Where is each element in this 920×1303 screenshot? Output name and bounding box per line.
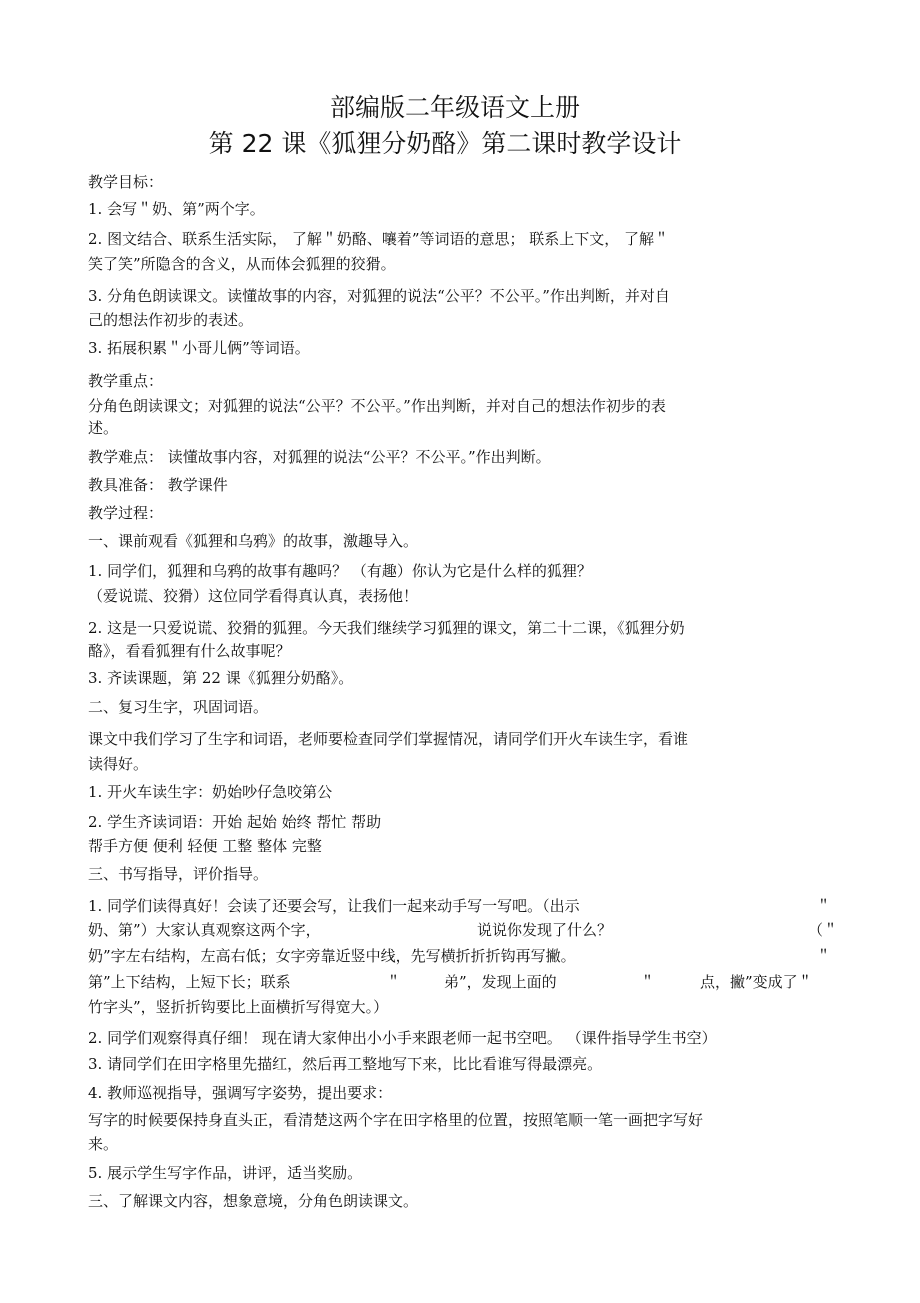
step-3-4: 4. 教师巡视指导，强调写字姿势，提出要求：: [88, 1084, 393, 1102]
section-3-heading: 三、书写指导，评价指导。: [88, 865, 269, 883]
objective-1: 1. 会写＂奶、第”两个字。: [88, 200, 265, 218]
materials: 教具准备： 教学课件: [88, 476, 228, 494]
section-2-heading: 二、复习生字，巩固词语。: [88, 698, 269, 716]
section-2-intro-cont: 读得好。: [88, 755, 149, 773]
key-points-text: 分角色朗读课文；对狐狸的说法“公平？不公平。”作出判断，并对自己的想法作初步的表: [88, 397, 666, 415]
objective-3: 3. 分角色朗读课文。读懂故事的内容，对狐狸的说法“公平？不公平。”作出判断，并对自: [88, 287, 670, 305]
step-1-3: 3. 齐读课题，第 22 课《狐狸分奶酪》。: [88, 669, 354, 687]
step-2-2-cont: 帮手方便 便利 轻便 工整 整体 完整: [88, 837, 322, 855]
objective-2-cont: 笑了笑”所隐含的含义，从而体会狐狸的狡猾。: [88, 255, 396, 273]
step-2-1: 1. 开火车读生字：奶始吵仔急咬第公: [88, 783, 333, 801]
section-4-heading: 三、了解课文内容，想象意境，分角色朗读课文。: [88, 1192, 419, 1210]
quote-mark: ＂: [816, 897, 832, 915]
step-3-5: 5. 展示学生写字作品，讲评，适当奖励。: [88, 1164, 363, 1182]
step-3-4-cont: 写字的时候要保持身直头正，看清楚这两个字在田字格里的位置，按照笔顺一笔一画把字写好: [88, 1111, 704, 1129]
step-3-1-text-d: 第”上下结构，上短下长；联系: [88, 973, 291, 991]
step-3-4-cont2: 来。: [88, 1135, 119, 1153]
step-3-1-text-c: 奶”字左右结构，左高右低；女字旁靠近竖中线，先写横折折折钩再写撇。: [88, 947, 576, 965]
difficulties: 教学难点： 读懂故事内容，对狐狸的说法“公平？不公平。”作出判断。: [88, 448, 551, 466]
heading-objectives: 教学目标：: [88, 173, 164, 191]
step-3-1-line-e: 竹字头”，竖折折钩要比上面横折写得宽大。）: [88, 998, 389, 1016]
heading-process: 教学过程：: [88, 504, 164, 522]
section-1-heading: 一、课前观看《狐狸和乌鸦》的故事，激趣导入。: [88, 532, 419, 550]
step-3-1-text-d4: 点，撇”变成了＂: [700, 973, 813, 991]
heading-key-points: 教学重点：: [88, 372, 164, 390]
step-3-1-text-b: 奶、第”）大家认真观察这两个字，: [88, 921, 321, 939]
step-1-2: 2. 这是一只爱说谎、狡猾的狐狸。今天我们继续学习狐狸的课文，第二十二课，《狐狸分奶: [88, 619, 685, 637]
objective-3-cont: 己的想法作初步的表述。: [88, 311, 254, 329]
step-1-1-cont: （爱说谎、狡猾）这位同学看得真认真，表扬他！: [88, 587, 419, 605]
quote-mark: ＂: [386, 973, 402, 991]
key-points-cont: 述。: [88, 419, 119, 437]
doc-title-line2: 第 22 课《狐狸分奶酪》第二课时教学设计: [208, 129, 682, 158]
section-2-intro: 课文中我们学习了生字和词语，老师要检查同学们掌握情况，请同学们开火车读生字，看谁: [88, 730, 689, 748]
step-2-2: 2. 学生齐读词语：开始 起始 始终 帮忙 帮助: [88, 813, 382, 831]
quote-mark: （＂: [808, 921, 839, 939]
quote-mark: ＂: [640, 973, 656, 991]
quote-mark: ＂: [816, 947, 832, 965]
objective-4: 3. 拓展积累＂小哥儿俩”等词语。: [88, 339, 310, 357]
step-3-3: 3. 请同学们在田字格里先描红，然后再工整地写下来，比比看谁写得最漂亮。: [88, 1055, 603, 1073]
step-3-1-question: 说说你发现了什么？: [477, 921, 613, 939]
doc-title-line1: 部编版二年级语文上册: [329, 93, 580, 122]
step-3-2: 2. 同学们观察得真仔细！ 现在请大家伸出小小手来跟老师一起书空吧。 （课件指导学生书空）: [88, 1029, 717, 1047]
step-1-2-cont: 酪》，看看狐狸有什么故事呢？: [88, 642, 291, 660]
step-3-1-text: 1. 同学们读得真好！会读了还要会写，让我们一起来动手写一写吧。（出示: [88, 897, 580, 915]
step-1-1: 1. 同学们，狐狸和乌鸦的故事有趣吗？ （有趣）你认为它是什么样的狐狸？: [88, 562, 592, 580]
objective-2: 2. 图文结合、联系生活实际， 了解＂奶酪、嚷着”等词语的意思； 联系上下文， 了解＂: [88, 230, 670, 248]
step-3-1-text-d2: 弟”，发现上面的: [444, 973, 557, 991]
